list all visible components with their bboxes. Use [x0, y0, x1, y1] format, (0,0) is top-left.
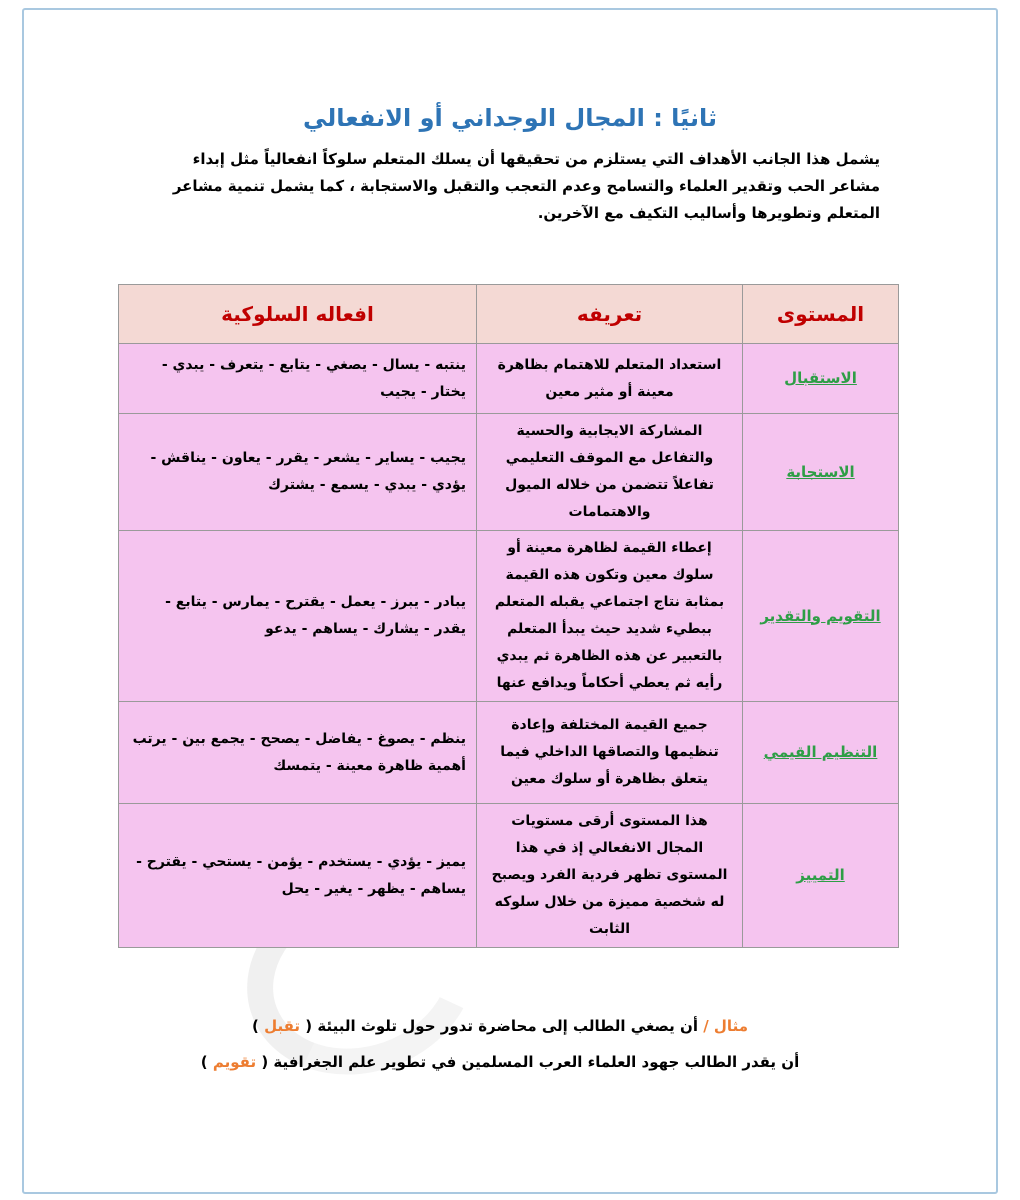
example-1-close: ) [252, 1017, 259, 1035]
table-header-row [119, 285, 899, 344]
example-2-close: ) [200, 1053, 208, 1071]
definition-cell: جميع القيمة المختلفة وإعادة تنظيمها والتصاقها الداخلي فيما يتعلق بظاهرة أو سلوك معين [477, 702, 743, 804]
example-2-text: أن يقدر الطالب جهود العلماء العرب المسلمين في تطوير علم الجغرافية ( [261, 1053, 800, 1071]
level-cell: التنظيم القيمي [743, 702, 899, 804]
level-cell: التقويم والتقدير [743, 531, 899, 702]
header-verbs: افعاله السلوكية [119, 285, 477, 344]
example-1-text: أن يصغي الطالب إلى محاضرة تدور حول تلوث البيئة ( [305, 1017, 698, 1035]
intro-paragraph: يشمل هذا الجانب الأهداف التي يستلزم من تحقيقها أن يسلك المتعلم سلوكاً انفعالياً مثل إبداء مشاعر الحب وتقدير العلماء والتسامح وعدم التعجب والتقبل والاستجابة ، كما يشمل تنمية مشاعر المتعلم وتطويرها وأساليب التكيف مع الآخرين. [172, 150, 880, 222]
example-line-2 [150, 1044, 850, 1080]
examples-section [150, 1008, 850, 1080]
verbs-cell: يميز - يؤدي - يستخدم - يؤمن - يستحي - يقترح - يساهم - يظهر - يغير - يحل [119, 804, 477, 948]
definition-cell: المشاركة الايجابية والحسية والتفاعل مع الموقف التعليمي تفاعلاً تتضمن من خلاله الميول والاهتمامات [477, 414, 743, 531]
example-1-tag: تقبل [264, 1017, 301, 1035]
table-row [119, 702, 899, 804]
definition-cell: هذا المستوى أرقى مستويات المجال الانفعالي إذ في هذا المستوى تظهر فردية الفرد ويصبح له شخصية مميزة من خلال سلوكه الثابت [477, 804, 743, 948]
table-row [119, 414, 899, 531]
table-row [119, 344, 899, 414]
verbs-cell: ينتبه - يسال - يصغي - يتابع - يتعرف - يبدي - يختار - يجيب [119, 344, 477, 414]
example-2-tag: تقويم [212, 1053, 257, 1071]
definition-cell: استعداد المتعلم للاهتمام بظاهرة معينة أو مثير معين [477, 344, 743, 414]
level-cell: الاستقبال [743, 344, 899, 414]
table-row [119, 804, 899, 948]
levels-table [118, 284, 899, 948]
example-line-1 [150, 1008, 850, 1044]
header-definition: تعريفه [477, 285, 743, 344]
verbs-cell: يجيب - يساير - يشعر - يقرر - يعاون - يناقش - يؤدي - يبدي - يسمع - يشترك [119, 414, 477, 531]
header-level: المستوى [743, 285, 899, 344]
definition-cell: إعطاء القيمة لظاهرة معينة أو سلوك معين وتكون هذه القيمة بمثابة نتاج اجتماعي يقبله المتعلم ببطيء شديد حيث يبدأ المتعلم بالتعبير عن هذه الظاهرة ثم يبدي رأيه ثم يعطي أحكاماً ويدافع عنها [477, 531, 743, 702]
level-cell: التمييز [743, 804, 899, 948]
page-title: ثانيًا : المجال الوجداني أو الانفعالي [302, 104, 718, 132]
example-label: مثال / [703, 1017, 748, 1035]
verbs-cell: يبادر - يبرز - يعمل - يقترح - يمارس - يتابع - يقدر - يشارك - يساهم - يدعو [119, 531, 477, 702]
table-row [119, 531, 899, 702]
level-cell: الاستجابة [743, 414, 899, 531]
verbs-cell: ينظم - يصوغ - يفاضل - يصحح - يجمع بين - يرتب أهمية ظاهرة معينة - يتمسك [119, 702, 477, 804]
